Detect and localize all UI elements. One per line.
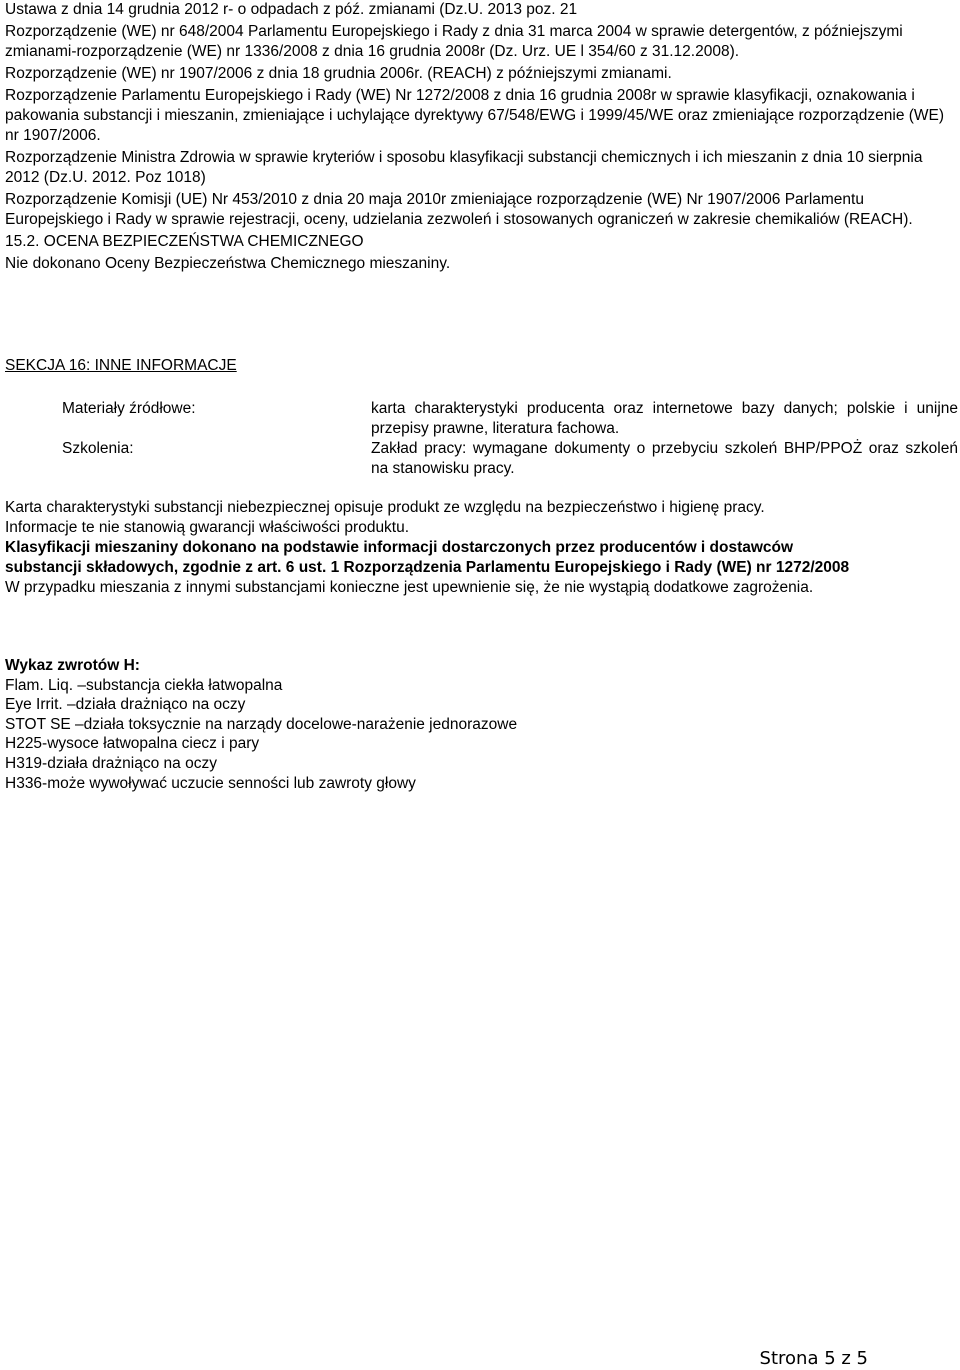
info-value: karta charakterystyki producenta oraz internetowe bazy danych; polskie i unijne przepisy prawne, literatura fachowa. (371, 400, 958, 437)
h-phrases-list (5, 656, 905, 793)
page-number: Strona 5 z 5 (759, 1348, 868, 1369)
info-label: Szkolenia: (62, 440, 134, 457)
regulation-paragraph: Ustawa z dnia 14 grudnia 2012 r- o odpadach z póź. zmianami (Dz.U. 2013 poz. 21 (5, 1, 578, 18)
assessment-statement: Nie dokonano Oceny Bezpieczeństwa Chemicznego mieszaniny. (5, 255, 451, 272)
h-phrases-heading: Wykaz zwrotów H: (5, 657, 140, 674)
regulations-list (5, 0, 953, 276)
info-value: Zakład pracy: wymagane dokumenty o przebyciu szkoleń BHP/PPOŻ oraz szkoleń na stanowisku pracy. (371, 440, 958, 477)
list-item: H225-wysoce łatwopalna ciecz i pary (5, 735, 260, 753)
info-label: Materiały źródłowe: (62, 400, 196, 417)
subsection-heading: 15.2. OCENA BEZPIECZEŃSTWA CHEMICZNEGO (5, 233, 364, 250)
section-16-title: SEKCJA 16: INNE INFORMACJE (5, 357, 237, 374)
disclaimer-block (5, 498, 873, 598)
list-item: Eye Irrit. –działa drażniąco na oczy (5, 696, 246, 714)
list-item: STOT SE –działa toksycznie na narządy docelowe-narażenie jednorazowe (5, 715, 518, 733)
mixing-warning: W przypadku mieszania z innymi substancjami konieczne jest upewnienie się, że nie wystąpią dodatkowe zagrożenia. (5, 579, 814, 596)
classification-note: Klasyfikacji mieszaniny dokonano na podstawie informacji dostarczonych przez producentów i dostawców substancji składowych, zgodnie z art. 6 ust. 1 Rozporządzenia Parlamentu Europejskiego i Rady (WE) nr 1272/2008 (5, 539, 850, 576)
regulation-paragraph: Rozporządzenie Ministra Zdrowia w sprawie kryteriów i sposobu klasyfikacji substancji chemicznych i ich mieszanin z dnia 10 sierpnia 2012 (Dz.U. 2012. Poz 1018) (5, 149, 923, 186)
info-row-training (62, 439, 958, 479)
regulation-paragraph: Rozporządzenie (WE) nr 648/2004 Parlamentu Europejskiego i Rady z dnia 31 marca 2004 w sprawie detergentów, z późniejszymi zmianami-rozporządzenie (WE) nr 1336/2008 z dnia 16 grudnia 2008r (Dz. Urz. UE l 354/60 z 31.12.2008). (5, 23, 903, 60)
regulation-paragraph: Rozporządzenie Komisji (UE) Nr 453/2010 z dnia 20 maja 2010r zmieniające rozporządzenie (WE) Nr 1907/2006 Parlamentu Europejskiego i Rady w sprawie rejestracji, oceny, udzielania zezwoleń i stosowanych ograniczeń w zakresie chemikaliów (REACH). (5, 191, 913, 228)
info-row-sources (62, 399, 958, 439)
disclaimer-paragraph: Informacje te nie stanowią gwarancji właściwości produktu. (5, 519, 410, 536)
list-item: Flam. Liq. –substancja ciekła łatwopalna (5, 676, 283, 694)
list-item: H336-może wywoływać uczucie senności lub zawroty głowy (5, 774, 416, 792)
regulation-paragraph: Rozporządzenie (WE) nr 1907/2006 z dnia 18 grudnia 2006r. (REACH) z późniejszymi zmianami. (5, 65, 672, 82)
disclaimer-paragraph: Karta charakterystyki substancji niebezpiecznej opisuje produkt ze względu na bezpieczeństwo i higienę pracy. (5, 499, 765, 516)
other-information-table (62, 399, 958, 479)
regulation-paragraph: Rozporządzenie Parlamentu Europejskiego i Rady (WE) Nr 1272/2008 z dnia 16 grudnia 2008r w sprawie klasyfikacji, oznakowania i pakowania substancji i mieszanin, zmieniające i uchylające dyrektywy 67/548/EWG i 1999/45/WE oraz zmieniające rozporządzenie (WE) nr 1907/2006. (5, 87, 945, 144)
list-item: H319-działa drażniąco na oczy (5, 754, 217, 772)
